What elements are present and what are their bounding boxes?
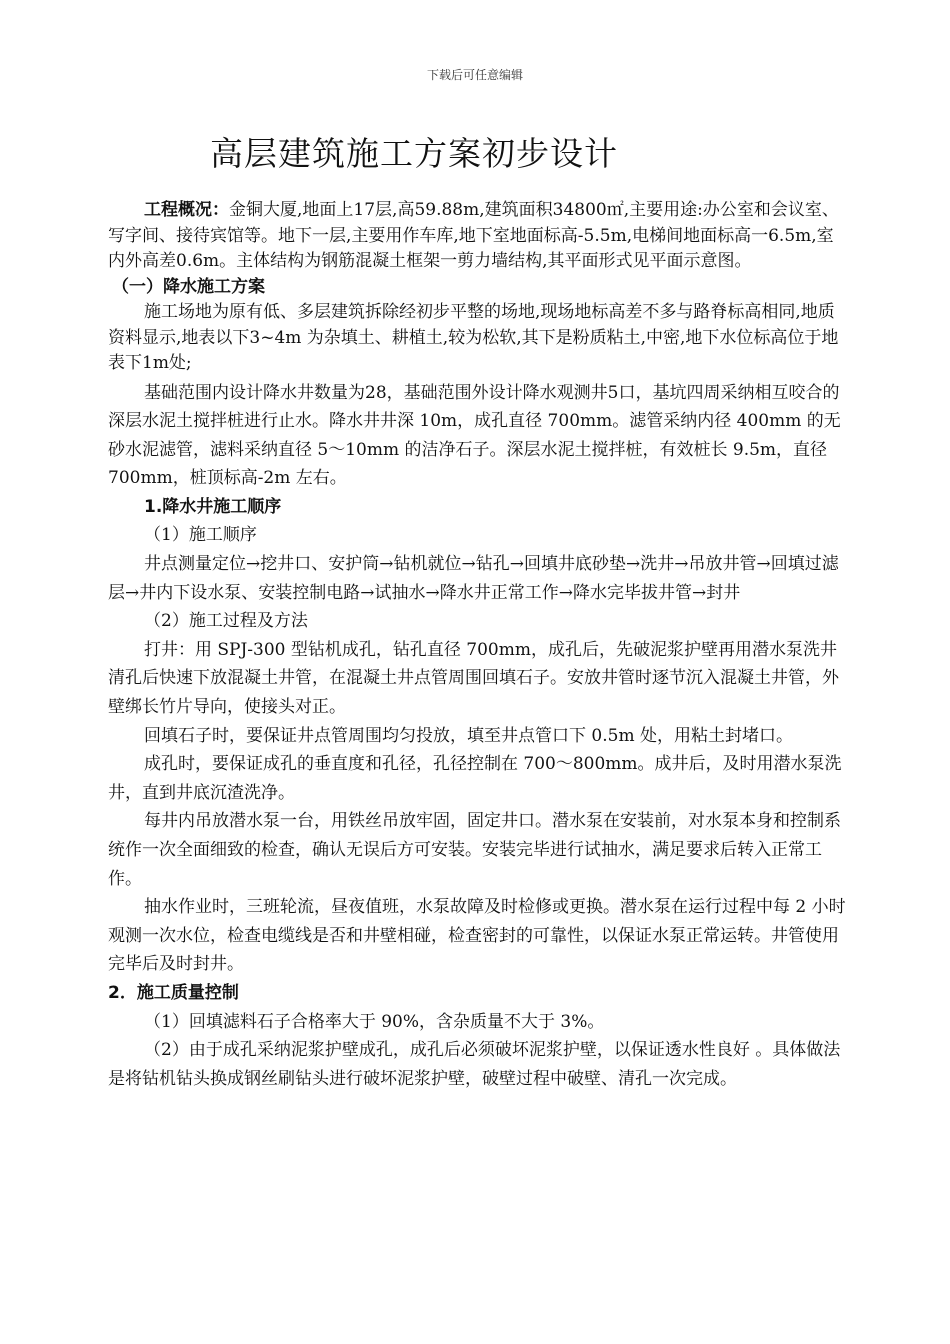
pump-paragraph: 每井内吊放潜水泵一台，用铁丝吊放牢固，固定井口。潜水泵在安装前，对水泵本身和控制系统作一次全面细致的检查，确认无误后方可安装。安装完毕进行试抽水，满足要求后转入正常工作。	[108, 811, 841, 889]
section-heading-dewatering: （一）降水施工方案	[112, 276, 265, 297]
overview-paragraph	[108, 198, 846, 275]
overview-label: 工程概况：	[144, 200, 229, 220]
subheading-quality-control: 2．施工质量控制	[108, 982, 239, 1003]
document-body	[108, 198, 846, 1093]
item-sequence-label: （1）施工顺序	[144, 525, 257, 546]
subheading-well-sequence: 1.降水井施工顺序	[144, 496, 282, 517]
page-header-note: 下载后可任意编辑	[426, 68, 523, 82]
quality-item-2: （2）由于成孔采纳泥浆护壁成孔，成孔后必须破坏泥浆护壁，以保证透水性良好 。具体做法是将钻机钻头换成钢丝刷钻头进行破坏泥浆护壁，破壁过程中破壁、清孔一次完成。	[108, 1040, 841, 1089]
overview-text: 金铜大厦,地面上17层,高59.88m,建筑面积34800㎡,主要用途:办公室和会议室、写字间、接待宾馆等。地下一层,主要用作车库,地下室地面标高-5.5m,电梯间地面标高一6.5m,室内外高差0.6m。主体结构为钢筋混凝土框架一剪力墙结构,其平面形式见平面示意图。	[108, 200, 839, 271]
foundation-paragraph: 基础范围内设计降水井数量为28，基础范围外设计降水观测井5口，基坑四周采纳相互咬合的深层水泥土搅拌桩进行止水。降水井井深 10m，成孔直径 700mm。滤管采纳内径 400mm 的无砂水泥滤管，滤料采纳直径 5～10mm 的洁净石子。深层水泥土搅拌桩，有效桩长 9.5m，直径 700mm，桩顶标高-2m 左右。	[108, 382, 841, 489]
drilling-paragraph: 打井：用 SPJ-300 型钻机成孔，钻孔直径 700mm，成孔后，先破泥浆护壁再用潜水泵洗井清孔后快速下放混凝土井管，在混凝土井点管周围回填石子。安放井管时逐节沉入混凝土井管，外壁绑长竹片导向，使接头对正。	[108, 639, 839, 718]
site-paragraph: 施工场地为原有低、多层建筑拆除经初步平整的场地,现场地标高差不多与路脊标高相同,地质资料显示,地表以下3~4m 为杂填土、耕植土,较为松软,其下是粉质粘土,中密,地下水位标高位于地表下1m处;	[108, 302, 839, 373]
document-title: 高层建筑施工方案初步设计	[210, 134, 618, 173]
backfill-paragraph: 回填石子时，要保证井点管周围均匀投放，填至井点管口下 0.5m 处，用粘土封堵口。	[144, 725, 793, 746]
hole-paragraph: 成孔时，要保证成孔的垂直度和孔径，孔径控制在 700～800mm。成井后，及时用潜水泵洗井，直到井底沉渣洗净。	[108, 754, 842, 803]
item-process-label: （2）施工过程及方法	[144, 611, 308, 632]
operation-paragraph: 抽水作业时，三班轮流，昼夜值班，水泵故障及时检修或更换。潜水泵在运行过程中每 2 小时观测一次水位，检查电缆线是否和井壁相碰，检查密封的可靠性，以保证水泵正常运转。井管使用完毕后及时封井。	[108, 897, 846, 975]
quality-item-1: （1）回填滤料石子合格率大于 90%，含杂质量不大于 3%。	[144, 1011, 605, 1032]
sequence-paragraph: 井点测量定位→挖井口、安护筒→钻机就位→钻孔→回填井底砂垫→洗井→吊放井管→回填过滤层→井内下设水泵、安装控制电路→试抽水→降水井正常工作→降水完毕拔井管→封井	[108, 554, 839, 603]
